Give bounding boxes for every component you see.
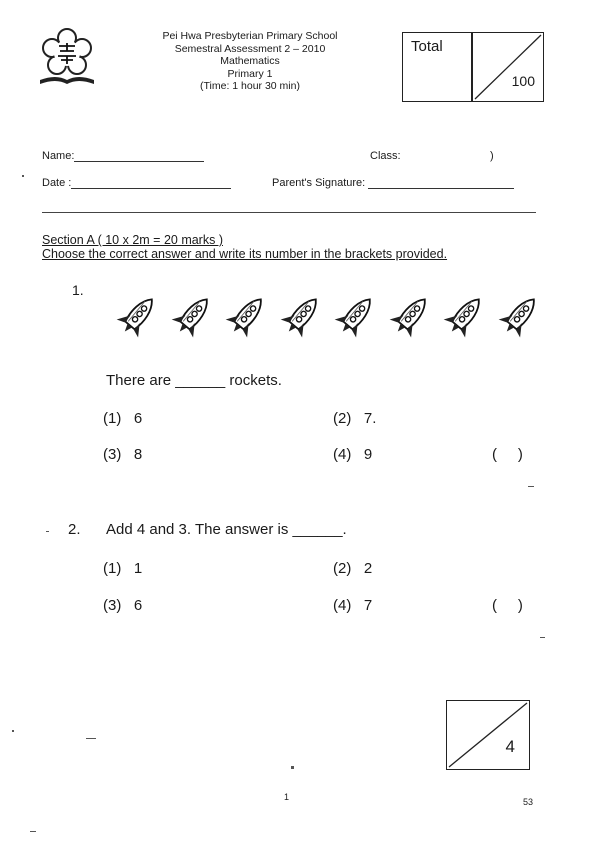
parent-signature-field[interactable] (272, 177, 514, 189)
scan-speck (540, 637, 545, 638)
school-logo (36, 26, 98, 88)
rocket-icon (221, 292, 271, 342)
option-label: (3) (103, 446, 122, 463)
option-label: (1) (103, 410, 122, 427)
parent-signature-line[interactable] (368, 188, 514, 189)
option-label: (4) (333, 597, 352, 614)
assessment-title: Semestral Assessment 2 – 2010 (174, 42, 326, 55)
school-header (130, 30, 370, 93)
subject: Mathematics (220, 55, 280, 67)
section-title: Section A ( 10 x 2m = 20 marks ) (42, 233, 223, 247)
option-label: (4) (333, 446, 352, 463)
name-field[interactable] (42, 150, 204, 162)
total-diagonal (473, 33, 543, 101)
question-2-text: Add 4 and 3. The answer is ______. (106, 521, 347, 538)
total-out-of: 100 (511, 73, 535, 89)
scan-speck (30, 831, 36, 832)
total-score-box (402, 32, 544, 102)
scan-speck (291, 766, 294, 769)
question-2-option-1[interactable] (103, 560, 142, 577)
question-1-option-3[interactable] (103, 446, 142, 463)
option-label: (1) (103, 560, 122, 577)
option-label: (2) (333, 410, 352, 427)
question-2-answer-bracket[interactable]: ( ) (492, 597, 523, 614)
total-label: Total (411, 38, 443, 55)
question-2-option-3[interactable] (103, 597, 142, 614)
option-value: 2 (363, 560, 373, 577)
rocket-icon (385, 292, 435, 342)
option-value: 8 (133, 446, 143, 463)
option-value: 9 (363, 446, 373, 463)
class-label: Class: (370, 150, 401, 162)
question-1-number: 1. (72, 282, 84, 298)
page-marks-box (446, 700, 530, 770)
parent-signature-label: Parent's Signature: (272, 177, 366, 189)
question-2-option-4[interactable] (333, 597, 372, 614)
rocket-icon (330, 292, 380, 342)
scan-speck (86, 738, 96, 739)
option-label: (3) (103, 597, 122, 614)
rocket-icon (276, 292, 326, 342)
option-value: 7. (363, 410, 377, 427)
class-close-bracket: ) (490, 150, 494, 162)
question-1-option-2[interactable] (333, 410, 376, 427)
question-1-option-4[interactable] (333, 446, 372, 463)
scan-speck (22, 175, 24, 177)
date-line[interactable] (71, 188, 231, 189)
rocket-icon (494, 292, 544, 342)
question-2-option-2[interactable] (333, 560, 372, 577)
option-value: 6 (133, 410, 143, 427)
level: Primary 1 (227, 67, 273, 80)
page-code: 53 (523, 797, 534, 807)
option-value: 7 (363, 597, 373, 614)
rocket-icon (439, 292, 489, 342)
page-number: 1 (284, 792, 290, 802)
name-label: Name: (42, 150, 75, 162)
page-marks-value: 4 (505, 737, 515, 756)
school-name: Pei Hwa Presbyterian Primary School (162, 30, 338, 42)
option-label: (2) (333, 560, 352, 577)
scan-speck (12, 730, 14, 732)
option-value: 1 (133, 560, 143, 577)
marks-diagonal (447, 701, 529, 769)
question-1-text: There are ______ rockets. (106, 372, 282, 389)
scan-speck (528, 486, 534, 487)
rocket-icon (167, 292, 217, 342)
rocket-icon (112, 292, 162, 342)
date-label: Date : (42, 177, 72, 189)
class-field[interactable] (370, 150, 401, 162)
name-line[interactable] (74, 161, 204, 162)
time-allowed: (Time: 1 hour 30 min) (200, 80, 300, 92)
date-field[interactable] (42, 177, 231, 189)
question-1-answer-bracket[interactable]: ( ) (492, 446, 523, 463)
header-divider (42, 212, 536, 213)
scan-speck (46, 531, 49, 532)
question-1-option-1[interactable] (103, 410, 142, 427)
option-value: 6 (133, 597, 143, 614)
section-instruction: Choose the correct answer and write its number in the brackets provided. (42, 247, 448, 261)
question-2-number: 2. (68, 521, 81, 538)
